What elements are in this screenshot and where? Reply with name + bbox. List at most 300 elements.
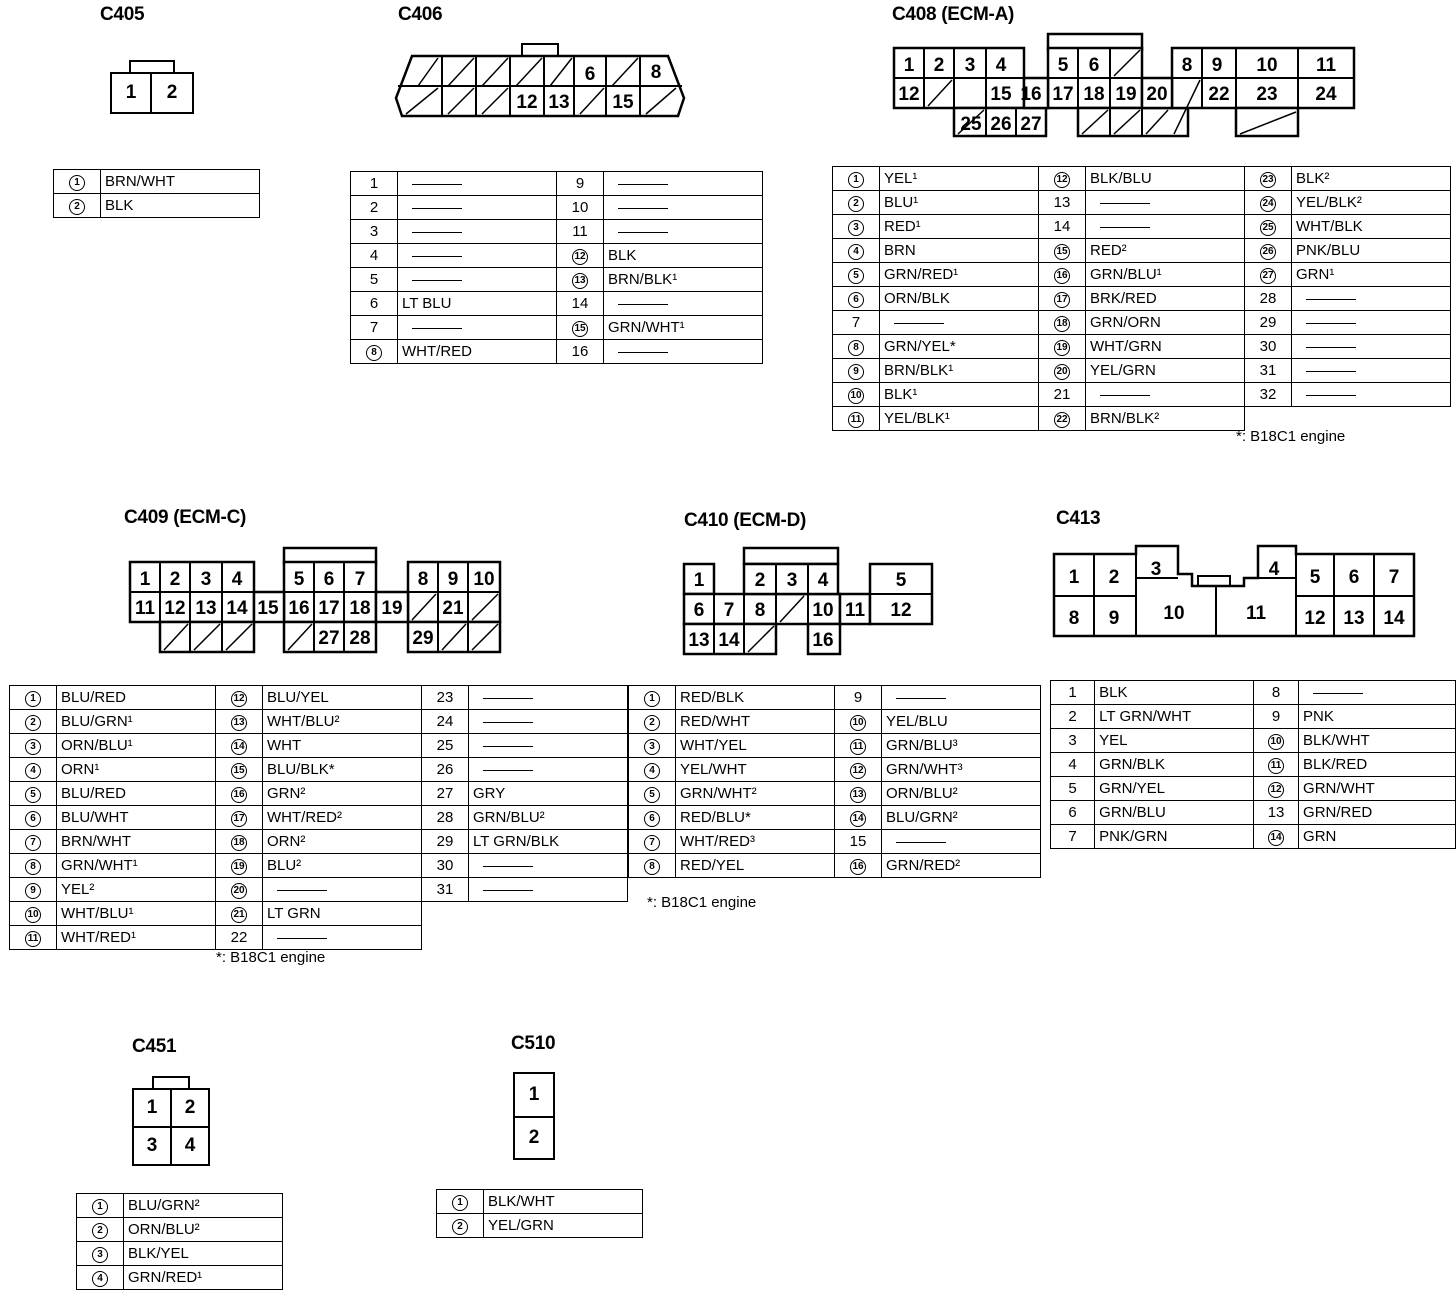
svg-text:16: 16 (1020, 84, 1042, 105)
wire-color-label: WHT/BLK (1296, 218, 1363, 235)
pin-number-label: 24 (1260, 196, 1276, 212)
unused-pin-dash (896, 842, 946, 843)
c451-cavity-4: 4 (170, 1126, 210, 1166)
wire-color (124, 1266, 283, 1290)
wire-color-label: BRK/RED (1090, 290, 1157, 307)
pin-number (351, 220, 398, 244)
pin-number-label: 3 (1068, 732, 1077, 749)
pin-number (1245, 287, 1292, 311)
pin-number-label: 10 (1268, 734, 1284, 750)
pin-number-label: 10 (850, 715, 866, 731)
pin-number (1254, 825, 1299, 849)
c409-pin-row (10, 830, 628, 854)
pin-number-label: 2 (69, 199, 85, 215)
pin-number (835, 782, 882, 806)
wire-color (263, 710, 422, 734)
wire-color-label: BRN/BLK² (1090, 410, 1160, 427)
pin-number (1039, 359, 1086, 383)
wire-color-label: GRN (1303, 828, 1337, 845)
pin-number-label: 11 (848, 412, 864, 428)
svg-text:7: 7 (1388, 567, 1400, 588)
pin-number-label: 14 (231, 739, 247, 755)
wire-color (1292, 215, 1451, 239)
c413-pin-row (1051, 825, 1456, 849)
pin-number (1245, 383, 1292, 407)
wire-color (882, 854, 1041, 878)
wire-color (57, 758, 216, 782)
pin-number-label: 4 (25, 763, 41, 779)
pin-number (422, 806, 469, 830)
wire-color (398, 292, 557, 316)
wire-color (1292, 263, 1451, 287)
c410-pin-table (628, 685, 1041, 878)
svg-text:18: 18 (1083, 84, 1105, 105)
pin-number-label: 6 (1068, 804, 1077, 821)
pin-number-label: 16 (850, 859, 866, 875)
c406-connector-face (392, 42, 688, 120)
wire-color (880, 383, 1039, 407)
unused-pin-dash (412, 280, 462, 281)
pin-number (351, 316, 398, 340)
unused-pin-dash (1306, 299, 1356, 300)
wire-color (676, 854, 835, 878)
wire-color-label: WHT/GRN (1090, 338, 1162, 355)
pin-number-label: 2 (25, 715, 41, 731)
pin-number (216, 734, 263, 758)
svg-text:14: 14 (226, 598, 248, 619)
wire-color (1299, 801, 1456, 825)
c413-connector-face (1052, 544, 1418, 640)
svg-text:20: 20 (1146, 84, 1168, 105)
c408-pin-table (832, 166, 1451, 431)
wire-color-label: YEL¹ (884, 170, 918, 187)
pin-number-label: 8 (848, 340, 864, 356)
wire-color (882, 734, 1041, 758)
pin-number-label: 17 (231, 811, 247, 827)
pin-number (1254, 777, 1299, 801)
wire-color (469, 686, 628, 710)
unused-pin-dash (412, 232, 462, 233)
c409-title: C409 (ECM-C) (124, 507, 247, 528)
pin-number (835, 830, 882, 854)
unused-pin-dash (1100, 395, 1150, 396)
svg-text:15: 15 (257, 598, 279, 619)
c406-title: C406 (398, 4, 443, 25)
svg-text:10: 10 (473, 569, 495, 590)
wire-color-label: BLU¹ (884, 194, 919, 211)
svg-text:1: 1 (903, 55, 915, 76)
pin-number (216, 830, 263, 854)
wire-color (880, 215, 1039, 239)
c409-pin-row (10, 734, 628, 758)
wire-color-label: YEL (1099, 732, 1128, 749)
wire-color-label: PNK/BLU (1296, 242, 1361, 259)
wire-color-label: GRN/RED (1303, 804, 1373, 821)
svg-text:11: 11 (1315, 55, 1337, 76)
wire-color-label: GRN/BLU² (473, 809, 545, 826)
pin-number-label: 5 (644, 787, 660, 803)
svg-text:2: 2 (933, 55, 945, 76)
pin-number-label: 2 (92, 1223, 108, 1239)
wire-color-label: BLK (1099, 684, 1128, 701)
pin-number-label: 14 (1268, 830, 1284, 846)
pin-number (835, 710, 882, 734)
pin-number-label: 31 (1259, 362, 1277, 379)
pin-number-label: 1 (644, 691, 660, 707)
wire-color-label: ORN/BLU² (128, 1221, 200, 1238)
pin-number (1039, 215, 1086, 239)
svg-text:22: 22 (1208, 84, 1230, 105)
wire-color (263, 878, 422, 902)
wire-color (263, 806, 422, 830)
wire-color-label: LT GRN (267, 905, 321, 922)
wire-color (1086, 287, 1245, 311)
pin-number-label: 5 (369, 271, 379, 288)
c413-title: C413 (1056, 508, 1101, 529)
svg-text:6: 6 (1348, 567, 1360, 588)
pin-number (54, 194, 101, 218)
wire-color-label: BLU/RED (61, 689, 127, 706)
c405-pin-row (54, 170, 260, 194)
wire-color (676, 782, 835, 806)
wire-color-label: BRN (884, 242, 916, 259)
wire-color (398, 196, 557, 220)
pin-number (1039, 311, 1086, 335)
svg-text:5: 5 (1309, 567, 1321, 588)
pin-number (1245, 311, 1292, 335)
wire-color-label: GRN/BLU¹ (1090, 266, 1162, 283)
pin-number (351, 172, 398, 196)
pin-number (216, 710, 263, 734)
pin-number (437, 1214, 484, 1238)
wire-color (57, 806, 216, 830)
wire-color (676, 710, 835, 734)
wire-color-label: BLK¹ (884, 386, 918, 403)
pin-number (422, 878, 469, 902)
pin-number-label: 12 (1268, 782, 1284, 798)
pin-number-label: 15 (572, 321, 588, 337)
wire-color-label: BLU/GRN² (128, 1197, 200, 1214)
wire-color-label: WHT/BLU¹ (61, 905, 134, 922)
wire-color-label: LT GRN/BLK (473, 833, 560, 850)
c409-pin-row (10, 902, 628, 926)
pin-number-label: 11 (1268, 758, 1284, 774)
pin-number-label: 29 (1259, 314, 1277, 331)
pin-number-label: 26 (436, 761, 454, 778)
pin-number (216, 926, 263, 950)
wire-color (469, 734, 628, 758)
pin-number (351, 244, 398, 268)
pin-number-label: 13 (1053, 194, 1071, 211)
c405-cavity-2: 2 (150, 72, 194, 114)
c510-pin-table (436, 1189, 643, 1238)
wire-color-label: YEL/GRN (488, 1217, 554, 1234)
pin-number (216, 686, 263, 710)
pin-number-label: 30 (436, 857, 454, 874)
pin-number (216, 758, 263, 782)
wire-color (263, 902, 422, 926)
c409-pin-row (10, 758, 628, 782)
svg-text:10: 10 (1256, 55, 1278, 76)
wire-color (676, 830, 835, 854)
pin-number-label: 12 (850, 763, 866, 779)
pin-number (629, 854, 676, 878)
svg-text:4: 4 (1268, 559, 1280, 580)
svg-text:19: 19 (381, 598, 403, 619)
pin-number-label: 13 (572, 273, 588, 289)
pin-number (10, 806, 57, 830)
pin-number-label: 6 (369, 295, 379, 312)
pin-number (422, 854, 469, 878)
svg-text:4: 4 (817, 570, 829, 591)
pin-number-label: 24 (436, 713, 454, 730)
wire-color (604, 340, 763, 364)
unused-pin-dash (483, 746, 533, 747)
c409-pin-row (10, 854, 628, 878)
pin-number (1245, 215, 1292, 239)
wire-color (398, 244, 557, 268)
pin-number-label: 14 (571, 295, 589, 312)
wire-color (398, 220, 557, 244)
unused-pin-dash (1306, 347, 1356, 348)
wire-color (57, 710, 216, 734)
pin-number-label: 1 (848, 172, 864, 188)
pin-number (351, 196, 398, 220)
wire-color (1086, 191, 1245, 215)
wire-color-label: BLU/RED (61, 785, 127, 802)
unused-pin-dash (618, 232, 668, 233)
pin-number (422, 734, 469, 758)
c413-pin-row (1051, 705, 1456, 729)
unused-pin-dash (618, 208, 668, 209)
pin-number (77, 1266, 124, 1290)
wire-color-label: BLK/WHT (1303, 732, 1370, 749)
c510-connector-face (513, 1072, 555, 1160)
wire-color (604, 196, 763, 220)
c410-pin-row (629, 758, 1041, 782)
pin-number-label: 4 (92, 1271, 108, 1287)
pin-number (422, 758, 469, 782)
svg-text:9: 9 (447, 569, 459, 590)
pin-number (1254, 729, 1299, 753)
wire-color (604, 244, 763, 268)
wire-color (57, 926, 216, 950)
pin-number (77, 1218, 124, 1242)
pin-number (1245, 191, 1292, 215)
wire-color (1086, 383, 1245, 407)
pin-number-label: 28 (1259, 290, 1277, 307)
svg-text:8: 8 (754, 600, 766, 621)
svg-text:1: 1 (139, 569, 151, 590)
pin-number (1245, 239, 1292, 263)
wire-color-label: BLU/GRN¹ (61, 713, 133, 730)
c408-pin-row (833, 335, 1451, 359)
wire-color (1299, 681, 1456, 705)
svg-text:28: 28 (349, 628, 371, 649)
wire-color (469, 878, 628, 902)
pin-number-label: 23 (436, 689, 454, 706)
pin-number (422, 710, 469, 734)
wire-color-label: BLK (608, 247, 637, 264)
wire-color (604, 268, 763, 292)
wire-color (1095, 753, 1254, 777)
pin-number (835, 758, 882, 782)
wire-color (880, 239, 1039, 263)
svg-text:13: 13 (195, 598, 217, 619)
pin-number-label: 10 (25, 907, 41, 923)
wire-color-label: ORN/BLU¹ (61, 737, 133, 754)
pin-number-label: 9 (853, 689, 863, 706)
svg-text:27: 27 (1020, 114, 1042, 135)
svg-text:5: 5 (293, 569, 305, 590)
wire-color (1095, 729, 1254, 753)
pin-number (833, 359, 880, 383)
c408-pin-row (833, 383, 1451, 407)
wire-color (1292, 239, 1451, 263)
wire-color-label: RED/WHT (680, 713, 750, 730)
pin-number (77, 1242, 124, 1266)
c406-pin-row (351, 220, 763, 244)
wire-color-label: GRN/WHT³ (886, 761, 963, 778)
wire-color-label: BLU/GRN² (886, 809, 958, 826)
pin-number (10, 854, 57, 878)
pin-number-label: 9 (1271, 708, 1281, 725)
wire-color-label: WHT/RED³ (680, 833, 755, 850)
pin-number (833, 215, 880, 239)
pin-number (1245, 359, 1292, 383)
wire-color (469, 758, 628, 782)
svg-text:8: 8 (650, 62, 662, 83)
pin-number-label: 7 (851, 314, 861, 331)
svg-text:3: 3 (786, 570, 798, 591)
pin-number (77, 1194, 124, 1218)
c451-pin-row (77, 1218, 283, 1242)
pin-number-label: 12 (231, 691, 247, 707)
pin-number (557, 220, 604, 244)
pin-number (1039, 167, 1086, 191)
pin-number (557, 316, 604, 340)
pin-number-label: 30 (1259, 338, 1277, 355)
wire-color-label: WHT/YEL (680, 737, 747, 754)
pin-number (835, 854, 882, 878)
wire-color-label: YEL/BLK¹ (884, 410, 950, 427)
wire-color-label: GRN/BLU³ (886, 737, 958, 754)
pin-number (422, 830, 469, 854)
pin-number (10, 926, 57, 950)
svg-text:12: 12 (898, 84, 920, 105)
c405-pin-row (54, 194, 260, 218)
wire-color-label: YEL² (61, 881, 95, 898)
wire-color (101, 170, 260, 194)
pin-number-label: 13 (1267, 804, 1285, 821)
unused-pin-dash (483, 890, 533, 891)
pin-number (833, 407, 880, 431)
wire-color-label: GRN/BLK (1099, 756, 1166, 773)
pin-number (833, 335, 880, 359)
wire-color (1299, 777, 1456, 801)
wire-color-label: GRN² (267, 785, 306, 802)
pin-number-label: 7 (369, 319, 379, 336)
wire-color-label: LT BLU (402, 295, 452, 312)
pin-number-label: 5 (848, 268, 864, 284)
c406-pin-row (351, 172, 763, 196)
unused-pin-dash (277, 938, 327, 939)
pin-number-label: 3 (92, 1247, 108, 1263)
wire-color (1292, 191, 1451, 215)
wire-color (880, 263, 1039, 287)
pin-number (833, 239, 880, 263)
wire-color (882, 710, 1041, 734)
pin-number (10, 710, 57, 734)
pin-number (833, 191, 880, 215)
c451-pin-row (77, 1266, 283, 1290)
pin-number (422, 782, 469, 806)
c409-pin-row (10, 878, 628, 902)
unused-pin-dash (1306, 323, 1356, 324)
wire-color (469, 782, 628, 806)
pin-number (1039, 383, 1086, 407)
wire-color (882, 686, 1041, 710)
wire-color (1086, 311, 1245, 335)
c409-pin-row (10, 926, 628, 950)
wire-color (263, 734, 422, 758)
c406-pin-row (351, 340, 763, 364)
wire-color-label: GRN/RED¹ (128, 1269, 203, 1286)
wire-color (57, 734, 216, 758)
c409-pin-table (9, 685, 628, 950)
c510-cavity-2: 2 (513, 1116, 555, 1160)
unused-pin-dash (412, 208, 462, 209)
svg-text:12: 12 (164, 598, 186, 619)
pin-number-label: 32 (1259, 386, 1277, 403)
pin-number-label: 4 (369, 247, 379, 264)
unused-pin-dash (483, 698, 533, 699)
wire-color-label: GRN¹ (1296, 266, 1335, 283)
c451-pin-table (76, 1193, 283, 1290)
pin-number (10, 758, 57, 782)
unused-pin-dash (1306, 395, 1356, 396)
svg-text:14: 14 (718, 630, 740, 651)
c408-pin-row (833, 239, 1451, 263)
wire-color-label: BLU/BLK* (267, 761, 335, 778)
pin-number (833, 311, 880, 335)
c410-title: C410 (ECM-D) (684, 510, 807, 531)
wire-color (1086, 167, 1245, 191)
wire-color (1086, 239, 1245, 263)
unused-pin-dash (277, 890, 327, 891)
pin-number-label: 12 (572, 249, 588, 265)
pin-number-label: 18 (1054, 316, 1070, 332)
pin-number (351, 292, 398, 316)
wire-color-label: LT GRN/WHT (1099, 708, 1192, 725)
wire-color (880, 311, 1039, 335)
c451-title: C451 (132, 1036, 177, 1057)
pin-number-label: 13 (231, 715, 247, 731)
c406-pin-row (351, 244, 763, 268)
wire-color (1086, 335, 1245, 359)
wire-color (101, 194, 260, 218)
wire-color-label: GRN/BLU (1099, 804, 1166, 821)
pin-number (1051, 825, 1095, 849)
pin-number-label: 9 (848, 364, 864, 380)
wire-color (1095, 777, 1254, 801)
pin-number (1254, 705, 1299, 729)
c413-pin-row (1051, 777, 1456, 801)
wire-color (1299, 753, 1456, 777)
wire-color (263, 926, 422, 950)
svg-text:17: 17 (318, 598, 340, 619)
wire-color (1292, 359, 1451, 383)
